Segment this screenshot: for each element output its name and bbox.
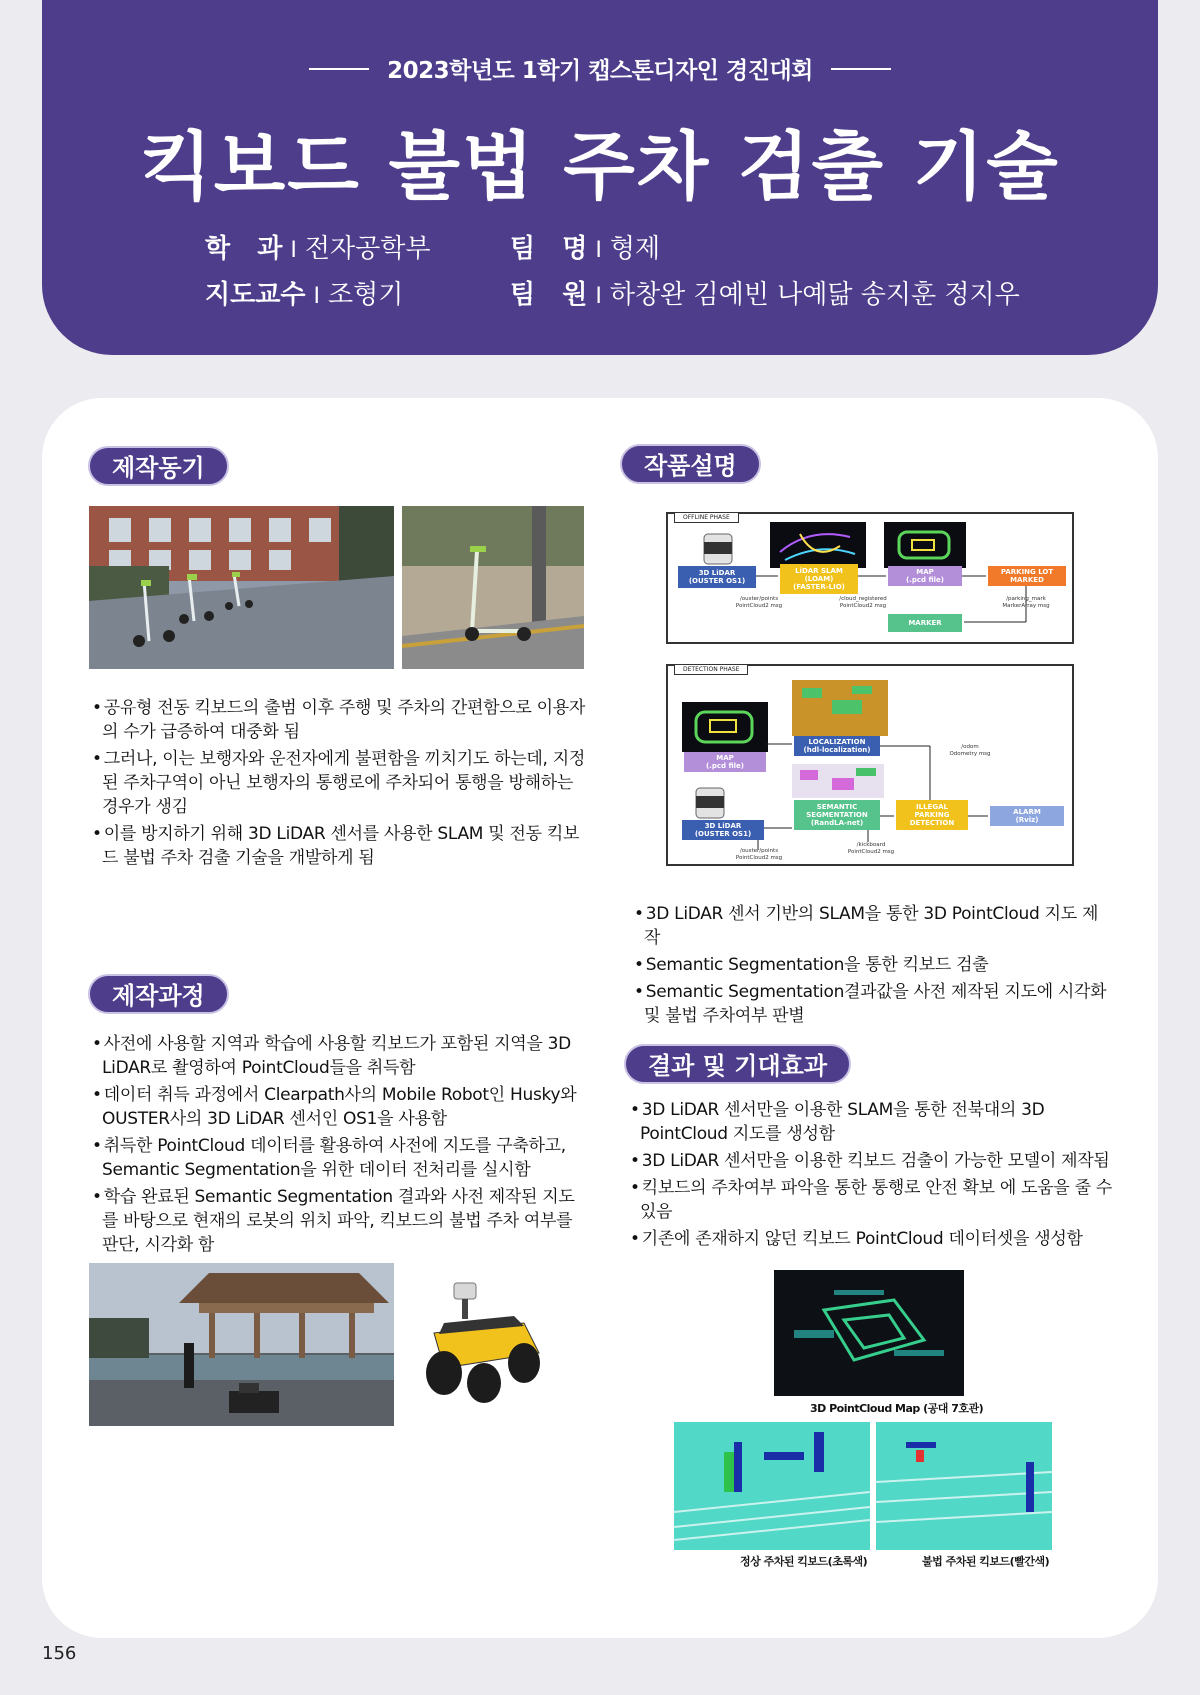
advisor-label: 지도교수 — [205, 280, 306, 310]
separator: I — [313, 284, 320, 309]
separator: I — [595, 238, 602, 263]
detection-arrows — [668, 666, 1076, 868]
detection-phase-tag: DETECTION PHASE — [674, 664, 748, 675]
msg-cloud-registered: /cloud_registered PointCloud2 msg — [839, 596, 887, 609]
normal-parked-pointcloud — [674, 1422, 870, 1550]
subtitle-row — [42, 52, 1158, 85]
section-title-description: 작품설명 — [620, 444, 761, 484]
list-item: • 데이터 취득 과정에서 Clearpath사의 Mobile Robot인 Husky와 OUSTER사의 3D LiDAR 센서인 OS1을 사용함 — [90, 1083, 590, 1131]
results-bullets — [628, 1098, 1114, 1254]
list-item: • Semantic Segmentation을 통한 킥보드 검출 — [632, 953, 1112, 977]
kickboard-photo-parking — [89, 506, 394, 669]
advisor-value: 조형기 — [327, 280, 404, 310]
list-item: • 이를 방지하기 위해 3D LiDAR 센서를 사용한 SLAM 및 전동 킥보드 불법 주차 검출 기술을 개발하게 됨 — [90, 822, 590, 870]
offline-slam-block: LiDAR SLAM (LOAM) (FASTER-LIO) — [780, 564, 858, 594]
kickboard-photo-sidewalk — [402, 506, 584, 669]
msg-kickboard: /kickboard PointCloud2 msg — [847, 842, 895, 855]
members-info — [510, 274, 1020, 311]
divider-line — [309, 68, 369, 70]
list-item: • Semantic Segmentation결과값을 사전 제작된 지도에 시각화 및 불법 주차여부 판별 — [632, 980, 1112, 1028]
list-item: • 3D LiDAR 센서만을 이용한 SLAM을 통한 전북대의 3D PointCloud 지도를 생성함 — [628, 1098, 1114, 1146]
msg-detection-points: /ouster/points PointCloud2 msg — [735, 848, 783, 861]
separator: I — [290, 238, 297, 263]
offline-map-block: MAP (.pcd file) — [888, 566, 962, 586]
page-title: 킥보드 불법 주차 검출 기술 — [140, 124, 1060, 210]
offline-phase-diagram — [666, 512, 1074, 644]
list-item: • 3D LiDAR 센서 기반의 SLAM을 통한 3D PointCloud 지도 제작 — [632, 902, 1112, 950]
members-label: 팀 원 — [510, 280, 588, 310]
page-number: 156 — [42, 1643, 77, 1664]
dept-value: 전자공학부 — [304, 234, 431, 264]
robot-field-photo — [89, 1263, 394, 1426]
detection-phase-diagram — [666, 664, 1074, 866]
husky-robot-image — [414, 1278, 554, 1408]
dept-info — [205, 228, 430, 265]
offline-lidar-block: 3D LiDAR (OUSTER OS1) — [678, 566, 756, 588]
list-item: • 킥보드의 주차여부 파악을 통한 통행로 안전 확보 에 도움을 줄 수 있음 — [628, 1176, 1114, 1224]
pointcloud-map-image — [774, 1270, 964, 1396]
motivation-bullets — [90, 696, 590, 873]
semantic-segmentation-block: SEMANTIC SEGMENTATION (RandLA-net) — [794, 800, 880, 830]
section-title-results: 결과 및 기대효과 — [624, 1044, 851, 1084]
msg-ouster-points: /ouster/points PointCloud2 msg — [735, 596, 783, 609]
team-info — [510, 228, 660, 265]
alarm-block: ALARM (Rviz) — [990, 806, 1064, 826]
msg-parking-mark: /parking_mark MarkerArray msg — [1002, 596, 1050, 609]
section-title-motivation: 제작동기 — [88, 446, 229, 486]
header-banner — [42, 0, 1158, 355]
description-bullets — [632, 902, 1112, 1031]
localization-block: LOCALIZATION (hdl-localization) — [794, 736, 880, 756]
team-value: 형제 — [609, 234, 661, 264]
detection-map-block: MAP (.pcd file) — [684, 752, 766, 772]
caption-illegal: 불법 주차된 킥보드(빨간색) — [922, 1555, 1050, 1568]
list-item: • 기존에 존재하지 않던 킥보드 PointCloud 데이터셋을 생성함 — [628, 1227, 1114, 1251]
advisor-info — [205, 274, 403, 311]
list-item: • 학습 완료된 Semantic Segmentation 결과와 사전 제작된 지도를 바탕으로 현재의 로봇의 위치 파악, 킥보드의 불법 주차 여부를 판단, 시각화 함 — [90, 1185, 590, 1257]
process-bullets — [90, 1032, 590, 1260]
separator: I — [595, 284, 602, 309]
section-title-process: 제작과정 — [88, 974, 229, 1014]
marker-block: MARKER — [888, 614, 962, 632]
list-item: • 취득한 PointCloud 데이터를 활용하여 사전에 지도를 구축하고, Semantic Segmentation을 위한 데이터 전처리를 실시함 — [90, 1134, 590, 1182]
dept-label: 학 과 — [205, 234, 283, 264]
divider-line — [831, 68, 891, 70]
illegal-parking-block: ILLEGAL PARKING DETECTION — [896, 800, 968, 830]
caption-map: 3D PointCloud Map (공대 7호관) — [810, 1402, 984, 1415]
content-card — [42, 398, 1158, 1638]
offline-arrows — [668, 514, 1076, 646]
subtitle: 2023학년도 1학기 캡스톤디자인 경진대회 — [387, 58, 813, 84]
parking-lot-block: PARKING LOT MARKED — [988, 566, 1066, 586]
illegal-parked-pointcloud — [876, 1422, 1052, 1550]
list-item: • 그러나, 이는 보행자와 운전자에게 불편함을 끼치기도 하는데, 지정된 주차구역이 아닌 보행자의 통행로에 주차되어 통행을 방해하는 경우가 생김 — [90, 747, 590, 819]
list-item: • 공유형 전동 킥보드의 출범 이후 주행 및 주차의 간편함으로 이용자의 수가 급증하여 대중화 됨 — [90, 696, 590, 744]
caption-normal: 정상 주차된 킥보드(초록색) — [740, 1555, 868, 1568]
list-item: • 3D LiDAR 센서만을 이용한 킥보드 검출이 가능한 모델이 제작됨 — [628, 1149, 1114, 1173]
offline-phase-tag: OFFLINE PHASE — [674, 512, 739, 523]
msg-odom: /odom Odometry msg — [949, 744, 991, 757]
detection-lidar-block: 3D LiDAR (OUSTER OS1) — [682, 820, 764, 840]
members-value: 하창완 김예빈 나예닮 송지훈 정지우 — [609, 280, 1020, 310]
team-label: 팀 명 — [510, 234, 588, 264]
list-item: • 사전에 사용할 지역과 학습에 사용할 킥보드가 포함된 지역을 3D LiDAR로 촬영하여 PointCloud들을 취득함 — [90, 1032, 590, 1080]
